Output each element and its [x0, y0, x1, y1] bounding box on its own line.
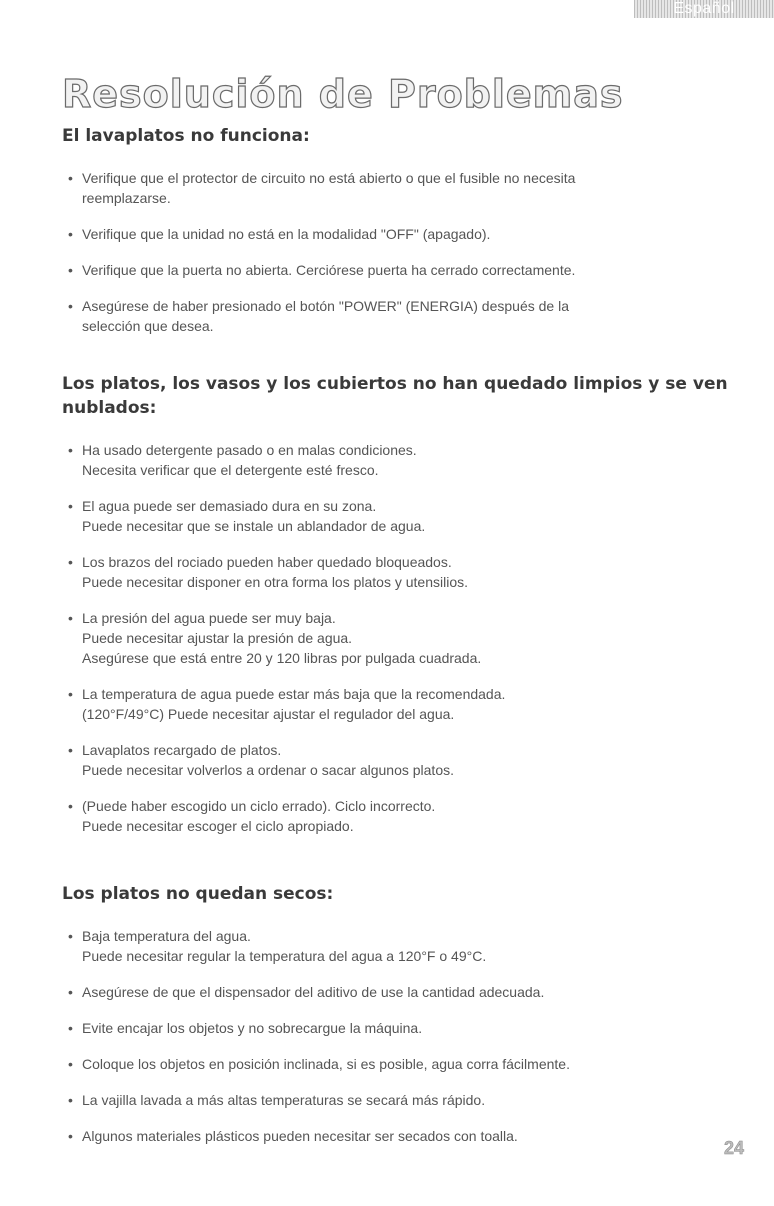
bullet-list — [62, 440, 742, 836]
list-item — [62, 168, 742, 208]
list-item — [62, 684, 742, 724]
bullet-list — [62, 926, 742, 1146]
list-item-line: • Algunos materiales plásticos pueden necesitar ser secados con toalla. — [82, 1128, 518, 1144]
list-item-line: Puede necesitar ajustar la presión de agua. — [82, 630, 353, 646]
list-item-line: Puede necesitar que se instale un ablandador de agua. — [82, 518, 426, 534]
section-dishes-not-clean — [62, 372, 742, 852]
list-item — [62, 1090, 742, 1110]
list-item — [62, 1054, 742, 1074]
list-item-line: Necesita verificar que el detergente esté fresco. — [82, 462, 379, 478]
section-heading: Los platos no quedan secos: — [62, 884, 334, 904]
list-item-line: • Verifique que el protector de circuito no está abierto o que el fusible no necesita — [82, 170, 576, 186]
list-item-line: • Asegúrese de que el dispensador del aditivo de use la cantidad adecuada. — [82, 984, 545, 1000]
list-item — [62, 608, 742, 668]
section-heading: Los platos, los vasos y los cubiertos no han quedado limpios y se ven nublados: — [62, 374, 728, 418]
list-item — [62, 440, 742, 480]
list-item-line: Puede necesitar disponer en otra forma los platos y utensilios. — [82, 574, 468, 590]
list-item — [62, 552, 742, 592]
list-item-line: • (Puede haber escogido un ciclo errado). Ciclo incorrecto. — [82, 798, 436, 814]
list-item-line: (120°F/49°C) Puede necesitar ajustar el regulador del agua. — [82, 706, 455, 722]
list-item — [62, 740, 742, 780]
list-item-line: • Coloque los objetos en posición inclinada, si es posible, agua corra fácilmente. — [82, 1056, 570, 1072]
list-item-line: • Los brazos del rociado pueden haber quedado bloqueados. — [82, 554, 452, 570]
bullet-list — [62, 168, 742, 336]
list-item-line: • Baja temperatura del agua. — [82, 928, 251, 944]
list-item-line: reemplazarse. — [82, 190, 171, 206]
list-item — [62, 224, 742, 244]
section-dishes-not-dry — [62, 882, 742, 1162]
list-item-line: • Verifique que la unidad no está en la modalidad "OFF" (apagado). — [82, 226, 491, 242]
list-item-line: • Lavaplatos recargado de platos. — [82, 742, 282, 758]
list-item-line: • Evite encajar los objetos y no sobrecargue la máquina. — [82, 1020, 423, 1036]
list-item — [62, 496, 742, 536]
list-item — [62, 982, 742, 1002]
list-item-line: Puede necesitar regular la temperatura del agua a 120°F o 49°C. — [82, 948, 487, 964]
list-item — [62, 1126, 742, 1146]
section-heading: El lavaplatos no funciona: — [62, 126, 310, 146]
page-number: 24 — [723, 1138, 744, 1158]
list-item-line: • Verifique que la puerta no abierta. Cerciórese puerta ha cerrado correctamente. — [82, 262, 576, 278]
list-item-line: Puede necesitar volverlos a ordenar o sacar algunos platos. — [82, 762, 454, 778]
list-item-line: Puede necesitar escoger el ciclo apropiado. — [82, 818, 354, 834]
list-item — [62, 260, 742, 280]
list-item — [62, 926, 742, 966]
list-item-line: • Asegúrese de haber presionado el botón "POWER" (ENERGIA) después de la — [82, 298, 569, 314]
list-item — [62, 796, 742, 836]
list-item — [62, 296, 742, 336]
list-item-line: • El agua puede ser demasiado dura en su zona. — [82, 498, 377, 514]
list-item-line: selección que desea. — [82, 318, 214, 334]
list-item-line: Asegúrese que está entre 20 y 120 libras por pulgada cuadrada. — [82, 650, 482, 666]
list-item-line: • La temperatura de agua puede estar más baja que la recomendada. — [82, 686, 506, 702]
list-item-line: • La vajilla lavada a más altas temperaturas se secará más rápido. — [82, 1092, 486, 1108]
list-item-line: • La presión del agua puede ser muy baja. — [82, 610, 336, 626]
list-item — [62, 1018, 742, 1038]
language-tab: Español — [634, 0, 774, 18]
list-item-line: • Ha usado detergente pasado o en malas condiciones. — [82, 442, 417, 458]
section-dishwasher-not-working — [62, 124, 742, 352]
page-title: Resolución de Problemas — [62, 72, 624, 116]
